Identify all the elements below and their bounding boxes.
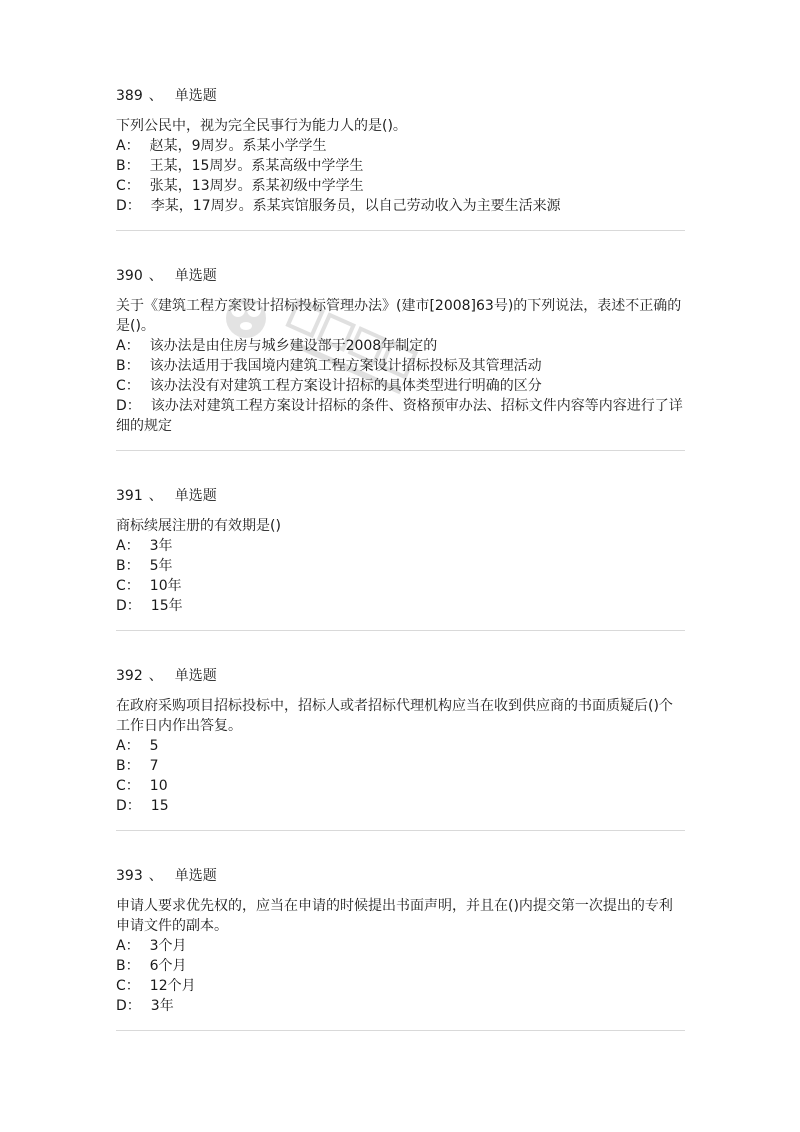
option-label: A： <box>116 338 140 354</box>
question-header <box>116 666 686 686</box>
option-label: B： <box>116 758 140 774</box>
option-c <box>116 576 686 596</box>
question-number: 389 <box>116 88 143 104</box>
option-label: D： <box>116 998 141 1014</box>
question-number: 393 <box>116 868 143 884</box>
question-divider <box>116 1030 685 1031</box>
option-label: B： <box>116 358 140 374</box>
question-393 <box>116 866 686 1016</box>
question-type: 单选题 <box>174 488 217 504</box>
option-text: 15年 <box>150 598 183 614</box>
question-type: 单选题 <box>174 268 217 284</box>
option-b <box>116 956 686 976</box>
option-text: 7 <box>149 758 159 774</box>
option-d <box>116 596 686 616</box>
option-text: 3年 <box>150 998 174 1014</box>
question-type: 单选题 <box>174 88 217 104</box>
option-d <box>116 396 686 436</box>
question-389 <box>116 86 686 216</box>
question-separator: 、 <box>148 668 163 684</box>
option-text: 12个月 <box>149 978 196 994</box>
option-text: 张某，13周岁。系某初级中学学生 <box>149 178 364 194</box>
option-text: 该办法没有对建筑工程方案设计招标的具体类型进行明确的区分 <box>149 378 542 394</box>
question-divider <box>116 230 685 231</box>
option-label: A： <box>116 138 140 154</box>
option-label: D： <box>116 798 141 814</box>
option-text: 10年 <box>149 578 182 594</box>
option-label: D： <box>116 398 141 414</box>
option-text: 王某，15周岁。系某高级中学学生 <box>149 158 364 174</box>
question-separator: 、 <box>148 488 163 504</box>
option-label: B： <box>116 158 140 174</box>
question-divider <box>116 450 685 451</box>
question-divider <box>116 830 685 831</box>
option-text: 该办法适用于我国境内建筑工程方案设计招标投标及其管理活动 <box>149 358 542 374</box>
question-391 <box>116 486 686 616</box>
option-a <box>116 936 686 956</box>
option-text: 3年 <box>149 538 173 554</box>
option-a <box>116 736 686 756</box>
option-c <box>116 776 686 796</box>
question-header <box>116 866 686 886</box>
option-label: A： <box>116 538 140 554</box>
option-text: 10 <box>149 778 168 794</box>
question-390 <box>116 266 686 436</box>
option-label: D： <box>116 198 141 214</box>
question-number: 392 <box>116 668 143 684</box>
option-d <box>116 996 686 1016</box>
option-label: C： <box>116 578 140 594</box>
question-type: 单选题 <box>174 868 217 884</box>
option-label: C： <box>116 978 140 994</box>
option-text: 该办法是由住房与城乡建设部于2008年制定的 <box>149 338 438 354</box>
option-a <box>116 136 686 156</box>
option-a <box>116 336 686 356</box>
option-label: A： <box>116 738 140 754</box>
option-a <box>116 536 686 556</box>
option-label: B： <box>116 958 140 974</box>
option-text: 15 <box>150 798 169 814</box>
question-stem: 关于《建筑工程方案设计招标投标管理办法》(建市[2008]63号)的下列说法，表述不正确的是()。 <box>116 298 682 334</box>
option-b <box>116 356 686 376</box>
option-text: 李某，17周岁。系某宾馆服务员，以自己劳动收入为主要生活来源 <box>150 198 561 214</box>
question-divider <box>116 630 685 631</box>
question-type: 单选题 <box>174 668 217 684</box>
option-label: A： <box>116 938 140 954</box>
question-stem: 在政府采购项目招标投标中，招标人或者招标代理机构应当在收到供应商的书面质疑后()个工作日内作出答复。 <box>116 698 673 734</box>
option-label: C： <box>116 178 140 194</box>
question-separator: 、 <box>148 868 163 884</box>
question-stem: 商标续展注册的有效期是() <box>116 518 281 534</box>
option-label: C： <box>116 378 140 394</box>
question-number: 390 <box>116 268 143 284</box>
option-label: C： <box>116 778 140 794</box>
option-c <box>116 176 686 196</box>
question-header <box>116 486 686 506</box>
option-d <box>116 796 686 816</box>
option-b <box>116 156 686 176</box>
question-header <box>116 86 686 106</box>
option-label: B： <box>116 558 140 574</box>
option-text: 5 <box>149 738 159 754</box>
option-c <box>116 376 686 396</box>
question-header <box>116 266 686 286</box>
option-text: 赵某，9周岁。系某小学学生 <box>149 138 327 154</box>
option-b <box>116 756 686 776</box>
option-text: 3个月 <box>149 938 187 954</box>
option-text: 6个月 <box>149 958 187 974</box>
option-b <box>116 556 686 576</box>
question-stem: 下列公民中，视为完全民事行为能力人的是()。 <box>116 118 407 134</box>
question-stem: 申请人要求优先权的，应当在申请的时候提出书面声明，并且在()内提交第一次提出的专利申请文件的副本。 <box>116 898 673 934</box>
question-number: 391 <box>116 488 143 504</box>
question-392 <box>116 666 686 816</box>
option-label: D： <box>116 598 141 614</box>
option-text: 5年 <box>149 558 173 574</box>
question-separator: 、 <box>148 268 163 284</box>
option-d <box>116 196 686 216</box>
option-text: 该办法对建筑工程方案设计招标的条件、资格预审办法、招标文件内容等内容进行了详细的规定 <box>116 398 683 434</box>
question-separator: 、 <box>148 88 163 104</box>
option-c <box>116 976 686 996</box>
